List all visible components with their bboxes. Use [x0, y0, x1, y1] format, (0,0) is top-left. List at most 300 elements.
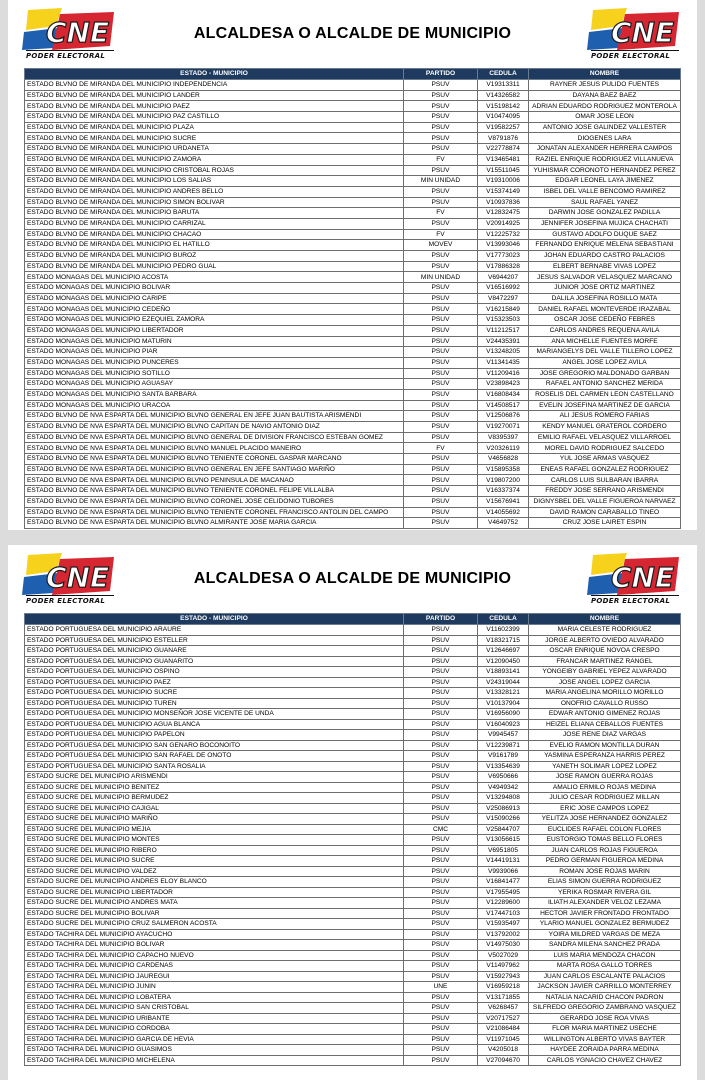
cell-cedula: V11209416 — [478, 368, 529, 379]
cell-partido: PSUV — [404, 803, 478, 814]
cell-nombre: JONATAN ALEXANDER HERRERA CAMPOS — [529, 144, 681, 155]
cell-cedula: V14975030 — [478, 940, 529, 951]
cell-cedula: V4949342 — [478, 782, 529, 793]
cell-cedula: V6944207 — [478, 272, 529, 283]
cell-cedula: V23898423 — [478, 379, 529, 390]
table-row — [25, 709, 681, 720]
cell-cedula: V16215849 — [478, 304, 529, 315]
cell-estado: ESTADO BLVNO DE MIRANDA DEL MUNICIPIO LOS SALIAS — [25, 176, 404, 187]
table-row — [25, 283, 681, 294]
cell-partido: PSUV — [404, 919, 478, 930]
cell-cedula: V20717527 — [478, 1013, 529, 1024]
cell-estado: ESTADO BLVNO DE MIRANDA DEL MUNICIPIO ANDRES BELLO — [25, 186, 404, 197]
table-row — [25, 761, 681, 772]
cell-cedula: V8472297 — [478, 293, 529, 304]
cell-nombre: JOHAN EDUARDO CASTRO PALACIOS — [529, 251, 681, 262]
cell-estado: ESTADO BLVNO DE MIRANDA DEL MUNICIPIO BUROZ — [25, 251, 404, 262]
cell-cedula: V12289600 — [478, 898, 529, 909]
cell-cedula: V15198142 — [478, 101, 529, 112]
cell-estado: ESTADO BLVNO DE NVA ESPARTA DEL MUNICIPIO BLVNO TENIENTE CORONEL FRANCISCO ANTOLIN DEL CAMPO — [25, 507, 404, 518]
cell-estado: ESTADO PORTUGUESA DEL MUNICIPIO ARAURE — [25, 625, 404, 636]
header-cedula: CEDULA — [478, 614, 529, 625]
cell-cedula: V20914925 — [478, 218, 529, 229]
cell-partido: PSUV — [404, 518, 478, 529]
cell-partido: UNE — [404, 982, 478, 993]
cell-nombre: DAVID RAMON CARABALLO TINEO — [529, 507, 681, 518]
logo-caption: PODER ELECTORAL — [591, 50, 679, 60]
cell-cedula: V13465481 — [478, 154, 529, 165]
table-row — [25, 898, 681, 909]
cell-cedula: V19582257 — [478, 122, 529, 133]
cell-estado: ESTADO BLVNO DE NVA ESPARTA DEL MUNICIPIO BLVNO CORONEL JOSE CELIDONIO TUBORES — [25, 496, 404, 507]
cell-estado: ESTADO PORTUGUESA DEL MUNICIPIO ESTELLER — [25, 635, 404, 646]
table-row — [25, 908, 681, 919]
cell-cedula: V13294808 — [478, 793, 529, 804]
table-row — [25, 464, 681, 475]
cell-partido: PSUV — [404, 719, 478, 730]
cell-cedula: V21086484 — [478, 1024, 529, 1035]
cell-estado: ESTADO SUCRE DEL MUNICIPIO ARISMENDI — [25, 772, 404, 783]
cell-estado: ESTADO MONAGAS DEL MUNICIPIO MATURIN — [25, 336, 404, 347]
cell-nombre: LUIS MARIA MENDOZA CHACON — [529, 950, 681, 961]
cell-cedula: V9945457 — [478, 730, 529, 741]
cell-cedula: V13171855 — [478, 992, 529, 1003]
cell-partido: PSUV — [404, 1024, 478, 1035]
cell-nombre: YUHISMAR CORONOTO HERNANDEZ PEREZ — [529, 165, 681, 176]
cell-estado: ESTADO MONAGAS DEL MUNICIPIO BOLIVAR — [25, 283, 404, 294]
cell-partido: PSUV — [404, 992, 478, 1003]
cell-cedula: V13792002 — [478, 929, 529, 940]
cell-nombre: MARIA ANGELINA MORILLO MORILLO — [529, 688, 681, 699]
cell-nombre: YLARIO MANUEL GONZALEZ BERMUDEZ — [529, 919, 681, 930]
cell-nombre: OMAR JOSE LEON — [529, 112, 681, 123]
cell-estado: ESTADO BLVNO DE MIRANDA DEL MUNICIPIO PAZ CASTILLO — [25, 112, 404, 123]
cell-partido: PSUV — [404, 336, 478, 347]
cell-partido: PSUV — [404, 898, 478, 909]
cell-estado: ESTADO BLVNO DE NVA ESPARTA DEL MUNICIPIO BLVNO MANUEL PLACIDO MANEIRO — [25, 443, 404, 454]
cell-partido: MOVEV — [404, 240, 478, 251]
cell-estado: ESTADO BLVNO DE NVA ESPARTA DEL MUNICIPIO BLVNO TENIENTE CORONEL FELIPE VILLALBA — [25, 486, 404, 497]
cell-cedula: V20326119 — [478, 443, 529, 454]
cell-cedula: V24319044 — [478, 677, 529, 688]
header-partido: PARTIDO — [404, 69, 478, 80]
table-row — [25, 992, 681, 1003]
cell-partido: PSUV — [404, 646, 478, 657]
cell-nombre: MOREL DAVID RODRIGUEZ SALCEDO — [529, 443, 681, 454]
cell-estado: ESTADO SUCRE DEL MUNICIPIO BENITEZ — [25, 782, 404, 793]
cell-estado: ESTADO SUCRE DEL MUNICIPIO ANDRES ELOY BLANCO — [25, 877, 404, 888]
cell-estado: ESTADO TACHIRA DEL MUNICIPIO CAPACHO NUEVO — [25, 950, 404, 961]
cell-partido: PSUV — [404, 368, 478, 379]
table-row — [25, 835, 681, 846]
cell-cedula: V25844707 — [478, 824, 529, 835]
cell-estado: ESTADO PORTUGUESA DEL MUNICIPIO PAEZ — [25, 677, 404, 688]
cell-partido: PSUV — [404, 877, 478, 888]
cell-cedula: V10137904 — [478, 698, 529, 709]
table-row — [25, 357, 681, 368]
cell-nombre: DALILA JOSEFINA ROSILLO MATA — [529, 293, 681, 304]
cell-estado: ESTADO BLVNO DE MIRANDA DEL MUNICIPIO CHACAO — [25, 229, 404, 240]
cell-nombre: EVELIN JOSEFINA MARTINEZ DE GARCIA — [529, 400, 681, 411]
cne-logo-mark — [587, 551, 683, 597]
cell-cedula: V16337374 — [478, 486, 529, 497]
table-row — [25, 803, 681, 814]
cell-cedula: V24435391 — [478, 336, 529, 347]
cell-nombre: ALI JESUS ROMERO FARIAS — [529, 411, 681, 422]
cell-partido: PSUV — [404, 751, 478, 762]
cell-nombre: ISBEL DEL VALLE BENCOMO RAMIREZ — [529, 186, 681, 197]
cell-nombre: CARLOS LUIS SULBARAN IBARRA — [529, 475, 681, 486]
cell-cedula: V9161789 — [478, 751, 529, 762]
cell-cedula: V15935497 — [478, 919, 529, 930]
cell-nombre: CARLOS ANDRES REQUENA AVILA — [529, 325, 681, 336]
table-row — [25, 751, 681, 762]
cell-cedula: V19313311 — [478, 80, 529, 91]
cell-partido: PSUV — [404, 122, 478, 133]
table-body — [25, 625, 681, 1066]
cell-partido: PSUV — [404, 251, 478, 262]
cell-nombre: GUSTAVO ADOLFO DUQUE SAEZ — [529, 229, 681, 240]
cell-nombre: YANETH SOLIMAR LOPEZ LOPEZ — [529, 761, 681, 772]
cell-nombre: HAYDEE ZORAIDA PARRA MEDINA — [529, 1045, 681, 1056]
cell-estado: ESTADO TACHIRA DEL MUNICIPIO JUNIN — [25, 982, 404, 993]
cell-estado: ESTADO BLVNO DE NVA ESPARTA DEL MUNICIPIO BLVNO PENINSULA DE MACANAO — [25, 475, 404, 486]
cell-nombre: RAZIEL ENRIQUE RODRIGUEZ VILLANUEVA — [529, 154, 681, 165]
cell-cedula: V25086913 — [478, 803, 529, 814]
table-row — [25, 950, 681, 961]
table-row — [25, 112, 681, 123]
cell-nombre: JUAN CARLOS ESCALANTE PALACIOS — [529, 971, 681, 982]
cne-logo — [587, 551, 683, 609]
cell-cedula: V4205018 — [478, 1045, 529, 1056]
cell-cedula: V10937836 — [478, 197, 529, 208]
cell-nombre: JOSE RAMON GUERRA ROJAS — [529, 772, 681, 783]
cell-nombre: GERARDO JOSE ROA VIVAS — [529, 1013, 681, 1024]
cell-estado: ESTADO TACHIRA DEL MUNICIPIO GUASIMOS — [25, 1045, 404, 1056]
table-body — [25, 80, 681, 529]
cell-cedula: V15374149 — [478, 186, 529, 197]
cell-partido: PSUV — [404, 101, 478, 112]
table-row — [25, 1045, 681, 1056]
cell-partido: PSUV — [404, 400, 478, 411]
table-row — [25, 1013, 681, 1024]
cell-estado: ESTADO MONAGAS DEL MUNICIPIO URACOA — [25, 400, 404, 411]
table-row — [25, 336, 681, 347]
document-page-2 — [8, 545, 697, 1080]
cell-partido: PSUV — [404, 165, 478, 176]
cell-partido: PSUV — [404, 389, 478, 400]
table-row — [25, 940, 681, 951]
cell-estado: ESTADO TACHIRA DEL MUNICIPIO URIBANTE — [25, 1013, 404, 1024]
cell-partido: PSUV — [404, 835, 478, 846]
cell-partido: PSUV — [404, 635, 478, 646]
cell-cedula: V12506876 — [478, 411, 529, 422]
cne-logo-mark — [587, 6, 683, 52]
cell-nombre: ROMAN JOSE ROJAS MARIN — [529, 866, 681, 877]
page-title: ALCALDESA O ALCALDE DE MUNICIPIO — [193, 570, 512, 587]
cell-nombre: YOIRA MILDRED VARGAS DE MEZA — [529, 929, 681, 940]
cell-estado: ESTADO PORTUGUESA DEL MUNICIPIO GUANARITO — [25, 656, 404, 667]
cell-cedula: V15927943 — [478, 971, 529, 982]
cell-cedula: V15511045 — [478, 165, 529, 176]
cell-estado: ESTADO BLVNO DE MIRANDA DEL MUNICIPIO CARRIZAL — [25, 218, 404, 229]
cell-estado: ESTADO MONAGAS DEL MUNICIPIO EZEQUIEL ZAMORA — [25, 315, 404, 326]
cell-estado: ESTADO BLVNO DE MIRANDA DEL MUNICIPIO PLAZA — [25, 122, 404, 133]
cell-nombre: JUNIOR JOSE ORTIZ MARTINEZ — [529, 283, 681, 294]
cell-partido: CMC — [404, 824, 478, 835]
cell-nombre: EUSTORGIO TOMAS BELLO FLORES — [529, 835, 681, 846]
table-row — [25, 887, 681, 898]
cell-nombre: SANDRA MILENA SANCHEZ PRADA — [529, 940, 681, 951]
table-row — [25, 1055, 681, 1066]
cell-nombre: JENNIFER JOSEFINA MUJICA CHACHATI — [529, 218, 681, 229]
cell-estado: ESTADO TACHIRA DEL MUNICIPIO CORDOBA — [25, 1024, 404, 1035]
table-row — [25, 90, 681, 101]
cell-estado: ESTADO TACHIRA DEL MUNICIPIO BOLIVAR — [25, 940, 404, 951]
table-row — [25, 80, 681, 91]
cell-partido: PSUV — [404, 432, 478, 443]
cell-estado: ESTADO MONAGAS DEL MUNICIPIO PUNCERES — [25, 357, 404, 368]
table-row — [25, 197, 681, 208]
cell-estado: ESTADO PORTUGUESA DEL MUNICIPIO SAN GENARO BOCONOITO — [25, 740, 404, 751]
cell-cedula: V13993046 — [478, 240, 529, 251]
cell-estado: ESTADO PORTUGUESA DEL MUNICIPIO SUCRE — [25, 688, 404, 699]
table-row — [25, 272, 681, 283]
cell-nombre: ENEAS RAFAEL GONZALEZ RODRIGUEZ — [529, 464, 681, 475]
cell-estado: ESTADO TACHIRA DEL MUNICIPIO SAN CRISTOBAL — [25, 1003, 404, 1014]
table-row — [25, 719, 681, 730]
cell-cedula: V11971045 — [478, 1034, 529, 1045]
cell-estado: ESTADO PORTUGUESA DEL MUNICIPIO GUANARE — [25, 646, 404, 657]
cne-logo-text: CNE — [611, 16, 675, 49]
table-row — [25, 688, 681, 699]
table-row — [25, 677, 681, 688]
table-row — [25, 496, 681, 507]
cell-nombre: YELITZA JOSE HERNANDEZ GONZALEZ — [529, 814, 681, 825]
cell-partido: MIN UNIDAD — [404, 176, 478, 187]
cell-cedula: V16956090 — [478, 709, 529, 720]
cell-partido: PSUV — [404, 379, 478, 390]
cell-cedula: V4649752 — [478, 518, 529, 529]
cell-cedula: V19310006 — [478, 176, 529, 187]
cell-estado: ESTADO BLVNO DE NVA ESPARTA DEL MUNICIPIO BLVNO CAPITAN DE NAVIO ANTONIO DIAZ — [25, 422, 404, 433]
table-row — [25, 961, 681, 972]
cell-partido: PSUV — [404, 698, 478, 709]
cell-partido: PSUV — [404, 475, 478, 486]
logo-caption: PODER ELECTORAL — [26, 50, 114, 60]
table-row — [25, 218, 681, 229]
cell-nombre: YERIKA ROSMAR RIVERA GIL — [529, 887, 681, 898]
cell-partido: PSUV — [404, 411, 478, 422]
cell-nombre: ELBERT BERNABE VIVAS LOPEZ — [529, 261, 681, 272]
cell-nombre: KENDY MANUEL GRATEROL CORDERO — [529, 422, 681, 433]
table-row — [25, 793, 681, 804]
logo-caption: PODER ELECTORAL — [26, 595, 114, 605]
cell-nombre: AMALIO ERMILO ROJAS MEDINA — [529, 782, 681, 793]
cell-estado: ESTADO TACHIRA DEL MUNICIPIO LOBATERA — [25, 992, 404, 1003]
table-row — [25, 656, 681, 667]
table-row — [25, 486, 681, 497]
table-row — [25, 144, 681, 155]
cell-partido: PSUV — [404, 625, 478, 636]
cell-nombre: HECTOR JAVIER FRONTADO FRONTADO — [529, 908, 681, 919]
cell-partido: PSUV — [404, 667, 478, 678]
table-row — [25, 814, 681, 825]
cell-nombre: EDWAR ANTONIO GIMENEZ ROJAS — [529, 709, 681, 720]
cell-partido: MIN UNIDAD — [404, 272, 478, 283]
cell-cedula: V22778874 — [478, 144, 529, 155]
cell-estado: ESTADO TACHIRA DEL MUNICIPIO MICHELENA — [25, 1055, 404, 1066]
cell-cedula: V14055692 — [478, 507, 529, 518]
table-row — [25, 740, 681, 751]
table-row — [25, 176, 681, 187]
cell-partido: PSUV — [404, 283, 478, 294]
cell-cedula: V13354639 — [478, 761, 529, 772]
cell-nombre: YUL JOSE ARMAS VASQUEZ — [529, 454, 681, 465]
table-row — [25, 929, 681, 940]
cell-nombre: ELIAS SIMON GUERRA RODRIGUEZ — [529, 877, 681, 888]
cell-estado: ESTADO BLVNO DE NVA ESPARTA DEL MUNICIPIO BLVNO GENERAL EN JEFE SANTIAGO MARIÑO — [25, 464, 404, 475]
cell-partido: PSUV — [404, 1034, 478, 1045]
cell-partido: PSUV — [404, 1055, 478, 1066]
cell-cedula: V12090450 — [478, 656, 529, 667]
cell-nombre: CRUZ JOSE LAIRET ESPIN — [529, 518, 681, 529]
cell-estado: ESTADO MONAGAS DEL MUNICIPIO SOTILLO — [25, 368, 404, 379]
cell-cedula: V17447103 — [478, 908, 529, 919]
cell-partido: PSUV — [404, 709, 478, 720]
table-row — [25, 261, 681, 272]
cell-nombre: FERNANDO ENRIQUE MELENA SEBASTIANI — [529, 240, 681, 251]
cell-partido: PSUV — [404, 1013, 478, 1024]
cell-nombre: FREDDY JOSE SERRANO ARISMENDI — [529, 486, 681, 497]
cell-partido: PSUV — [404, 866, 478, 877]
cell-partido: PSUV — [404, 1003, 478, 1014]
cell-cedula: V11341435 — [478, 357, 529, 368]
cell-nombre: CARLOS YGNACIO CHAVEZ CHAVEZ — [529, 1055, 681, 1066]
cell-nombre: SAUL RAFAEL YANEZ — [529, 197, 681, 208]
table-row — [25, 293, 681, 304]
cell-nombre: RAYNER JESUS PULIDO FUENTES — [529, 80, 681, 91]
table-row — [25, 154, 681, 165]
table-row — [25, 325, 681, 336]
cell-estado: ESTADO MONAGAS DEL MUNICIPIO AGUASAY — [25, 379, 404, 390]
table-row — [25, 101, 681, 112]
cell-partido: PSUV — [404, 1045, 478, 1056]
cell-partido: PSUV — [404, 730, 478, 741]
cell-partido: PSUV — [404, 740, 478, 751]
cell-estado: ESTADO PORTUGUESA DEL MUNICIPIO PAPELON — [25, 730, 404, 741]
table-row — [25, 368, 681, 379]
cell-cedula: V14508517 — [478, 400, 529, 411]
cell-nombre: JULIO CESAR RODRIGUEZ MILLAN — [529, 793, 681, 804]
cell-cedula: V15323503 — [478, 315, 529, 326]
table-row — [25, 845, 681, 856]
cell-partido: PSUV — [404, 961, 478, 972]
cell-nombre: MARTA ROSA GALLO TORRES — [529, 961, 681, 972]
logo-caption: PODER ELECTORAL — [591, 595, 679, 605]
header-nombre: NOMBRE — [529, 69, 681, 80]
table-row — [25, 698, 681, 709]
table-row — [25, 730, 681, 741]
table-row — [25, 982, 681, 993]
cell-cedula: V19807200 — [478, 475, 529, 486]
cell-cedula: V15895358 — [478, 464, 529, 475]
cell-estado: ESTADO SUCRE DEL MUNICIPIO BERMUDEZ — [25, 793, 404, 804]
cell-estado: ESTADO BLVNO DE MIRANDA DEL MUNICIPIO BARUTA — [25, 208, 404, 219]
table-row — [25, 165, 681, 176]
cell-estado: ESTADO BLVNO DE MIRANDA DEL MUNICIPIO EL HATILLO — [25, 240, 404, 251]
cell-estado: ESTADO MONAGAS DEL MUNICIPIO SANTA BARBARA — [25, 389, 404, 400]
table-row — [25, 518, 681, 529]
cell-partido: FV — [404, 443, 478, 454]
table-header-row — [25, 614, 681, 625]
cell-cedula: V16959218 — [478, 982, 529, 993]
candidates-table — [24, 613, 681, 1066]
cell-estado: ESTADO BLVNO DE MIRANDA DEL MUNICIPIO ZAMORA — [25, 154, 404, 165]
cell-cedula: V13056615 — [478, 835, 529, 846]
cell-cedula: V18893141 — [478, 667, 529, 678]
cell-partido: PSUV — [404, 761, 478, 772]
cell-cedula: V6268457 — [478, 1003, 529, 1014]
cell-nombre: OSCAR ENRIQUE NOVOA CRESPO — [529, 646, 681, 657]
cell-cedula: V8791876 — [478, 133, 529, 144]
cell-partido: PSUV — [404, 929, 478, 940]
cell-cedula: V12239871 — [478, 740, 529, 751]
cell-estado: ESTADO BLVNO DE MIRANDA DEL MUNICIPIO SIMON BOLIVAR — [25, 197, 404, 208]
cell-cedula: V9939066 — [478, 866, 529, 877]
cell-nombre: FRANCAR MARTINEZ RANGEL — [529, 656, 681, 667]
cell-nombre: JOSE GREGORIO MALDONADO GARBAN — [529, 368, 681, 379]
cell-partido: PSUV — [404, 357, 478, 368]
cell-partido: PSUV — [404, 186, 478, 197]
cell-partido: PSUV — [404, 261, 478, 272]
cell-estado: ESTADO BLVNO DE MIRANDA DEL MUNICIPIO PAEZ — [25, 101, 404, 112]
cne-logo-text: CNE — [46, 561, 110, 594]
cell-estado: ESTADO BLVNO DE NVA ESPARTA DEL MUNICIPIO BLVNO GENERAL EN JEFE JUAN BAUTISTA ARISMENDI — [25, 411, 404, 422]
cell-estado: ESTADO SUCRE DEL MUNICIPIO LIBERTADOR — [25, 887, 404, 898]
cell-nombre: DAYANA BAEZ BAEZ — [529, 90, 681, 101]
cell-partido: PSUV — [404, 971, 478, 982]
cell-nombre: YONGEIBY GABRIEL YEPEZ ALVARADO — [529, 667, 681, 678]
cell-partido: PSUV — [404, 90, 478, 101]
table-row — [25, 411, 681, 422]
cell-estado: ESTADO BLVNO DE MIRANDA DEL MUNICIPIO SUCRE — [25, 133, 404, 144]
cell-cedula: V14326582 — [478, 90, 529, 101]
cell-nombre: ANGEL JOSE LOPEZ AVILA — [529, 357, 681, 368]
cell-estado: ESTADO PORTUGUESA DEL MUNICIPIO OSPINO — [25, 667, 404, 678]
cell-estado: ESTADO BLVNO DE MIRANDA DEL MUNICIPIO PEDRO GUAL — [25, 261, 404, 272]
table-row — [25, 782, 681, 793]
table-row — [25, 856, 681, 867]
cell-cedula: V4656828 — [478, 454, 529, 465]
page-title: ALCALDESA O ALCALDE DE MUNICIPIO — [193, 25, 512, 42]
cell-partido: PSUV — [404, 856, 478, 867]
cell-cedula: V17773023 — [478, 251, 529, 262]
header-cedula: CEDULA — [478, 69, 529, 80]
cell-partido: PSUV — [404, 845, 478, 856]
cell-cedula: V6950666 — [478, 772, 529, 783]
cell-partido: PSUV — [404, 887, 478, 898]
table-row — [25, 475, 681, 486]
cell-estado: ESTADO SUCRE DEL MUNICIPIO MARIÑO — [25, 814, 404, 825]
cell-partido: FV — [404, 229, 478, 240]
cell-nombre: MARIA CELESTE RODRIGUEZ — [529, 625, 681, 636]
cell-cedula: V12646697 — [478, 646, 529, 657]
cell-nombre: DIGNYSBEL DEL VALLE FIGUEROA NARVAEZ — [529, 496, 681, 507]
cell-cedula: V16040923 — [478, 719, 529, 730]
cell-partido: PSUV — [404, 486, 478, 497]
cell-estado: ESTADO BLVNO DE NVA ESPARTA DEL MUNICIPIO BLVNO ALMIRANTE JOSE MARIA GARCIA — [25, 518, 404, 529]
